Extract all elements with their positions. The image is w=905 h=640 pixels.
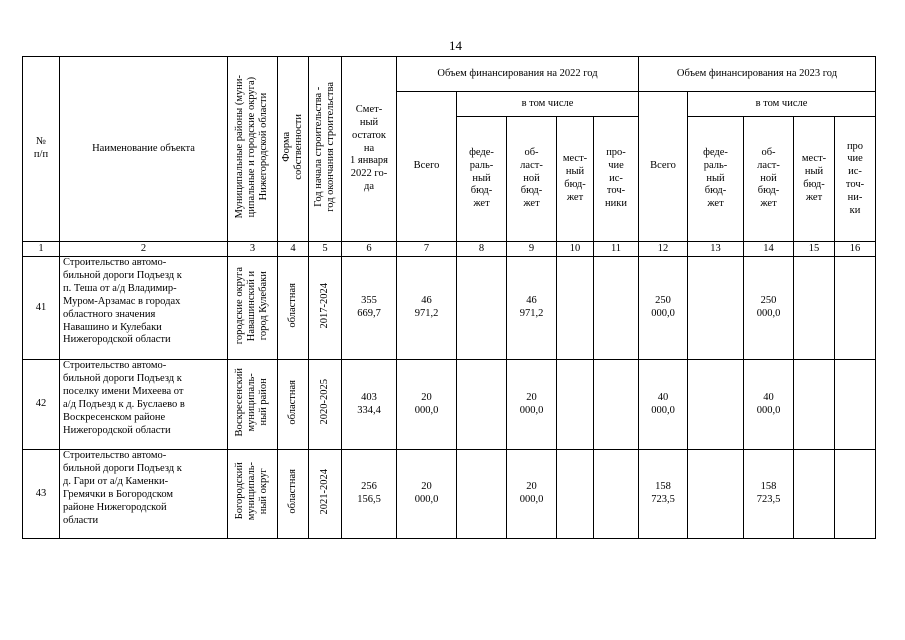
federal2022-value xyxy=(457,450,507,539)
header-regional2022: об- ласт- ной бюд- жет xyxy=(507,117,557,242)
district-cell xyxy=(228,450,278,539)
col-number: 5 xyxy=(309,242,342,257)
table-row xyxy=(23,360,876,450)
header-incl2023: в том числе xyxy=(688,92,876,117)
years-cell xyxy=(309,450,342,539)
estimate-value: 256 156,5 xyxy=(342,450,397,539)
row-n: 42 xyxy=(23,360,60,450)
other2023-value xyxy=(835,450,876,539)
header-total2022: Всего xyxy=(397,92,457,242)
other2022-value xyxy=(594,450,639,539)
col-number: 7 xyxy=(397,242,457,257)
col-number: 6 xyxy=(342,242,397,257)
column-numbers-row xyxy=(23,242,876,257)
row-n: 43 xyxy=(23,450,60,539)
estimate-value: 403 334,4 xyxy=(342,360,397,450)
header-fin2023: Объем финансирования на 2023 год xyxy=(639,57,876,92)
header-estimate: Смет- ный остаток на 1 января 2022 го- да xyxy=(342,57,397,242)
local2022-value xyxy=(557,450,594,539)
other2022-value xyxy=(594,360,639,450)
regional2022-value: 20 000,0 xyxy=(507,450,557,539)
col-number: 1 xyxy=(23,242,60,257)
header-incl2022: в том числе xyxy=(457,92,639,117)
ownership-text: областная xyxy=(286,469,298,514)
district-cell xyxy=(228,360,278,450)
object-name: Строительство автомо- бильной дороги Подъезд к п. Теша от а/д Владимир- Муром-Арзамас в городах областного значения Навашино и Кулебаки Нижегородской области xyxy=(60,257,228,360)
col-number: 10 xyxy=(557,242,594,257)
col-number: 4 xyxy=(278,242,309,257)
local2023-value xyxy=(794,360,835,450)
years-text: 2021-2024 xyxy=(318,468,330,515)
col-number: 16 xyxy=(835,242,876,257)
col-number: 13 xyxy=(688,242,744,257)
total2022-value: 46 971,2 xyxy=(397,257,457,360)
district-cell xyxy=(228,257,278,360)
federal2022-value xyxy=(457,360,507,450)
header-federal2022: феде- раль- ный бюд- жет xyxy=(457,117,507,242)
header-name: Наименование объекта xyxy=(60,57,228,242)
col-number: 8 xyxy=(457,242,507,257)
total2023-value: 158 723,5 xyxy=(639,450,688,539)
header-total2023: Всего xyxy=(639,92,688,242)
total2022-value: 20 000,0 xyxy=(397,360,457,450)
header-ownership xyxy=(278,57,309,242)
total2023-value: 40 000,0 xyxy=(639,360,688,450)
ownership-text: областная xyxy=(286,283,298,328)
federal2022-value xyxy=(457,257,507,360)
federal2023-value xyxy=(688,360,744,450)
table-row xyxy=(23,450,876,539)
regional2022-value: 46 971,2 xyxy=(507,257,557,360)
local2023-value xyxy=(794,450,835,539)
total2022-value: 20 000,0 xyxy=(397,450,457,539)
local2023-value xyxy=(794,257,835,360)
header-regional2023: об- ласт- ной бюд- жет xyxy=(744,117,794,242)
district-text: городские округа Навашинский и город Кулебаки xyxy=(234,267,270,345)
col-number: 11 xyxy=(594,242,639,257)
col-number: 2 xyxy=(60,242,228,257)
federal2023-value xyxy=(688,450,744,539)
header-years-text: Год начала строительства - год окончания строительства xyxy=(312,81,336,212)
col-number: 12 xyxy=(639,242,688,257)
years-cell xyxy=(309,257,342,360)
header-n: № п/п xyxy=(23,57,60,242)
estimate-value: 355 669,7 xyxy=(342,257,397,360)
object-name: Строительство автомо- бильной дороги Подъезд к д. Гари от а/д Каменки- Гремячки в Богородском районе Нижегородской области xyxy=(60,450,228,539)
financing-table xyxy=(22,56,876,539)
district-text: Воскресенский муниципаль- ный район xyxy=(234,367,270,437)
header-other2023: про чие ис- точ- ни- ки xyxy=(835,117,876,242)
table-row xyxy=(23,257,876,360)
row-n: 41 xyxy=(23,257,60,360)
local2022-value xyxy=(557,257,594,360)
ownership-cell xyxy=(278,450,309,539)
district-text: Богородский муниципаль- ный округ xyxy=(234,462,270,521)
regional2022-value: 20 000,0 xyxy=(507,360,557,450)
regional2023-value: 158 723,5 xyxy=(744,450,794,539)
header-other2022: про- чие ис- точ- ники xyxy=(594,117,639,242)
object-name: Строительство автомо- бильной дороги Подъезд к поселку имени Михеева от а/д Подъезд к д. Буслаево в Воскресенском районе Нижегородской области xyxy=(60,360,228,450)
years-text: 2020-2025 xyxy=(318,379,330,425)
header-local2023: мест- ный бюд- жет xyxy=(794,117,835,242)
local2022-value xyxy=(557,360,594,450)
header-federal2023: феде- раль- ный бюд- жет xyxy=(688,117,744,242)
col-number: 14 xyxy=(744,242,794,257)
col-number: 9 xyxy=(507,242,557,257)
header-years xyxy=(309,57,342,242)
ownership-text: областная xyxy=(286,379,298,425)
other2022-value xyxy=(594,257,639,360)
ownership-cell xyxy=(278,257,309,360)
header-fin2022: Объем финансирования на 2022 год xyxy=(397,57,639,92)
header-districts xyxy=(228,57,278,242)
header-districts-text: Муниципальные районы (муни- ципальные и городские округа) Нижегородской области xyxy=(234,74,270,219)
years-cell xyxy=(309,360,342,450)
regional2023-value: 250 000,0 xyxy=(744,257,794,360)
col-number: 3 xyxy=(228,242,278,257)
years-text: 2017-2024 xyxy=(318,282,330,329)
other2023-value xyxy=(835,360,876,450)
header-ownership-text: Форма собственности xyxy=(280,113,304,180)
other2023-value xyxy=(835,257,876,360)
col-number: 15 xyxy=(794,242,835,257)
total2023-value: 250 000,0 xyxy=(639,257,688,360)
regional2023-value: 40 000,0 xyxy=(744,360,794,450)
header-local2022: мест- ный бюд- жет xyxy=(557,117,594,242)
federal2023-value xyxy=(688,257,744,360)
page-number: 14 xyxy=(449,38,462,53)
ownership-cell xyxy=(278,360,309,450)
